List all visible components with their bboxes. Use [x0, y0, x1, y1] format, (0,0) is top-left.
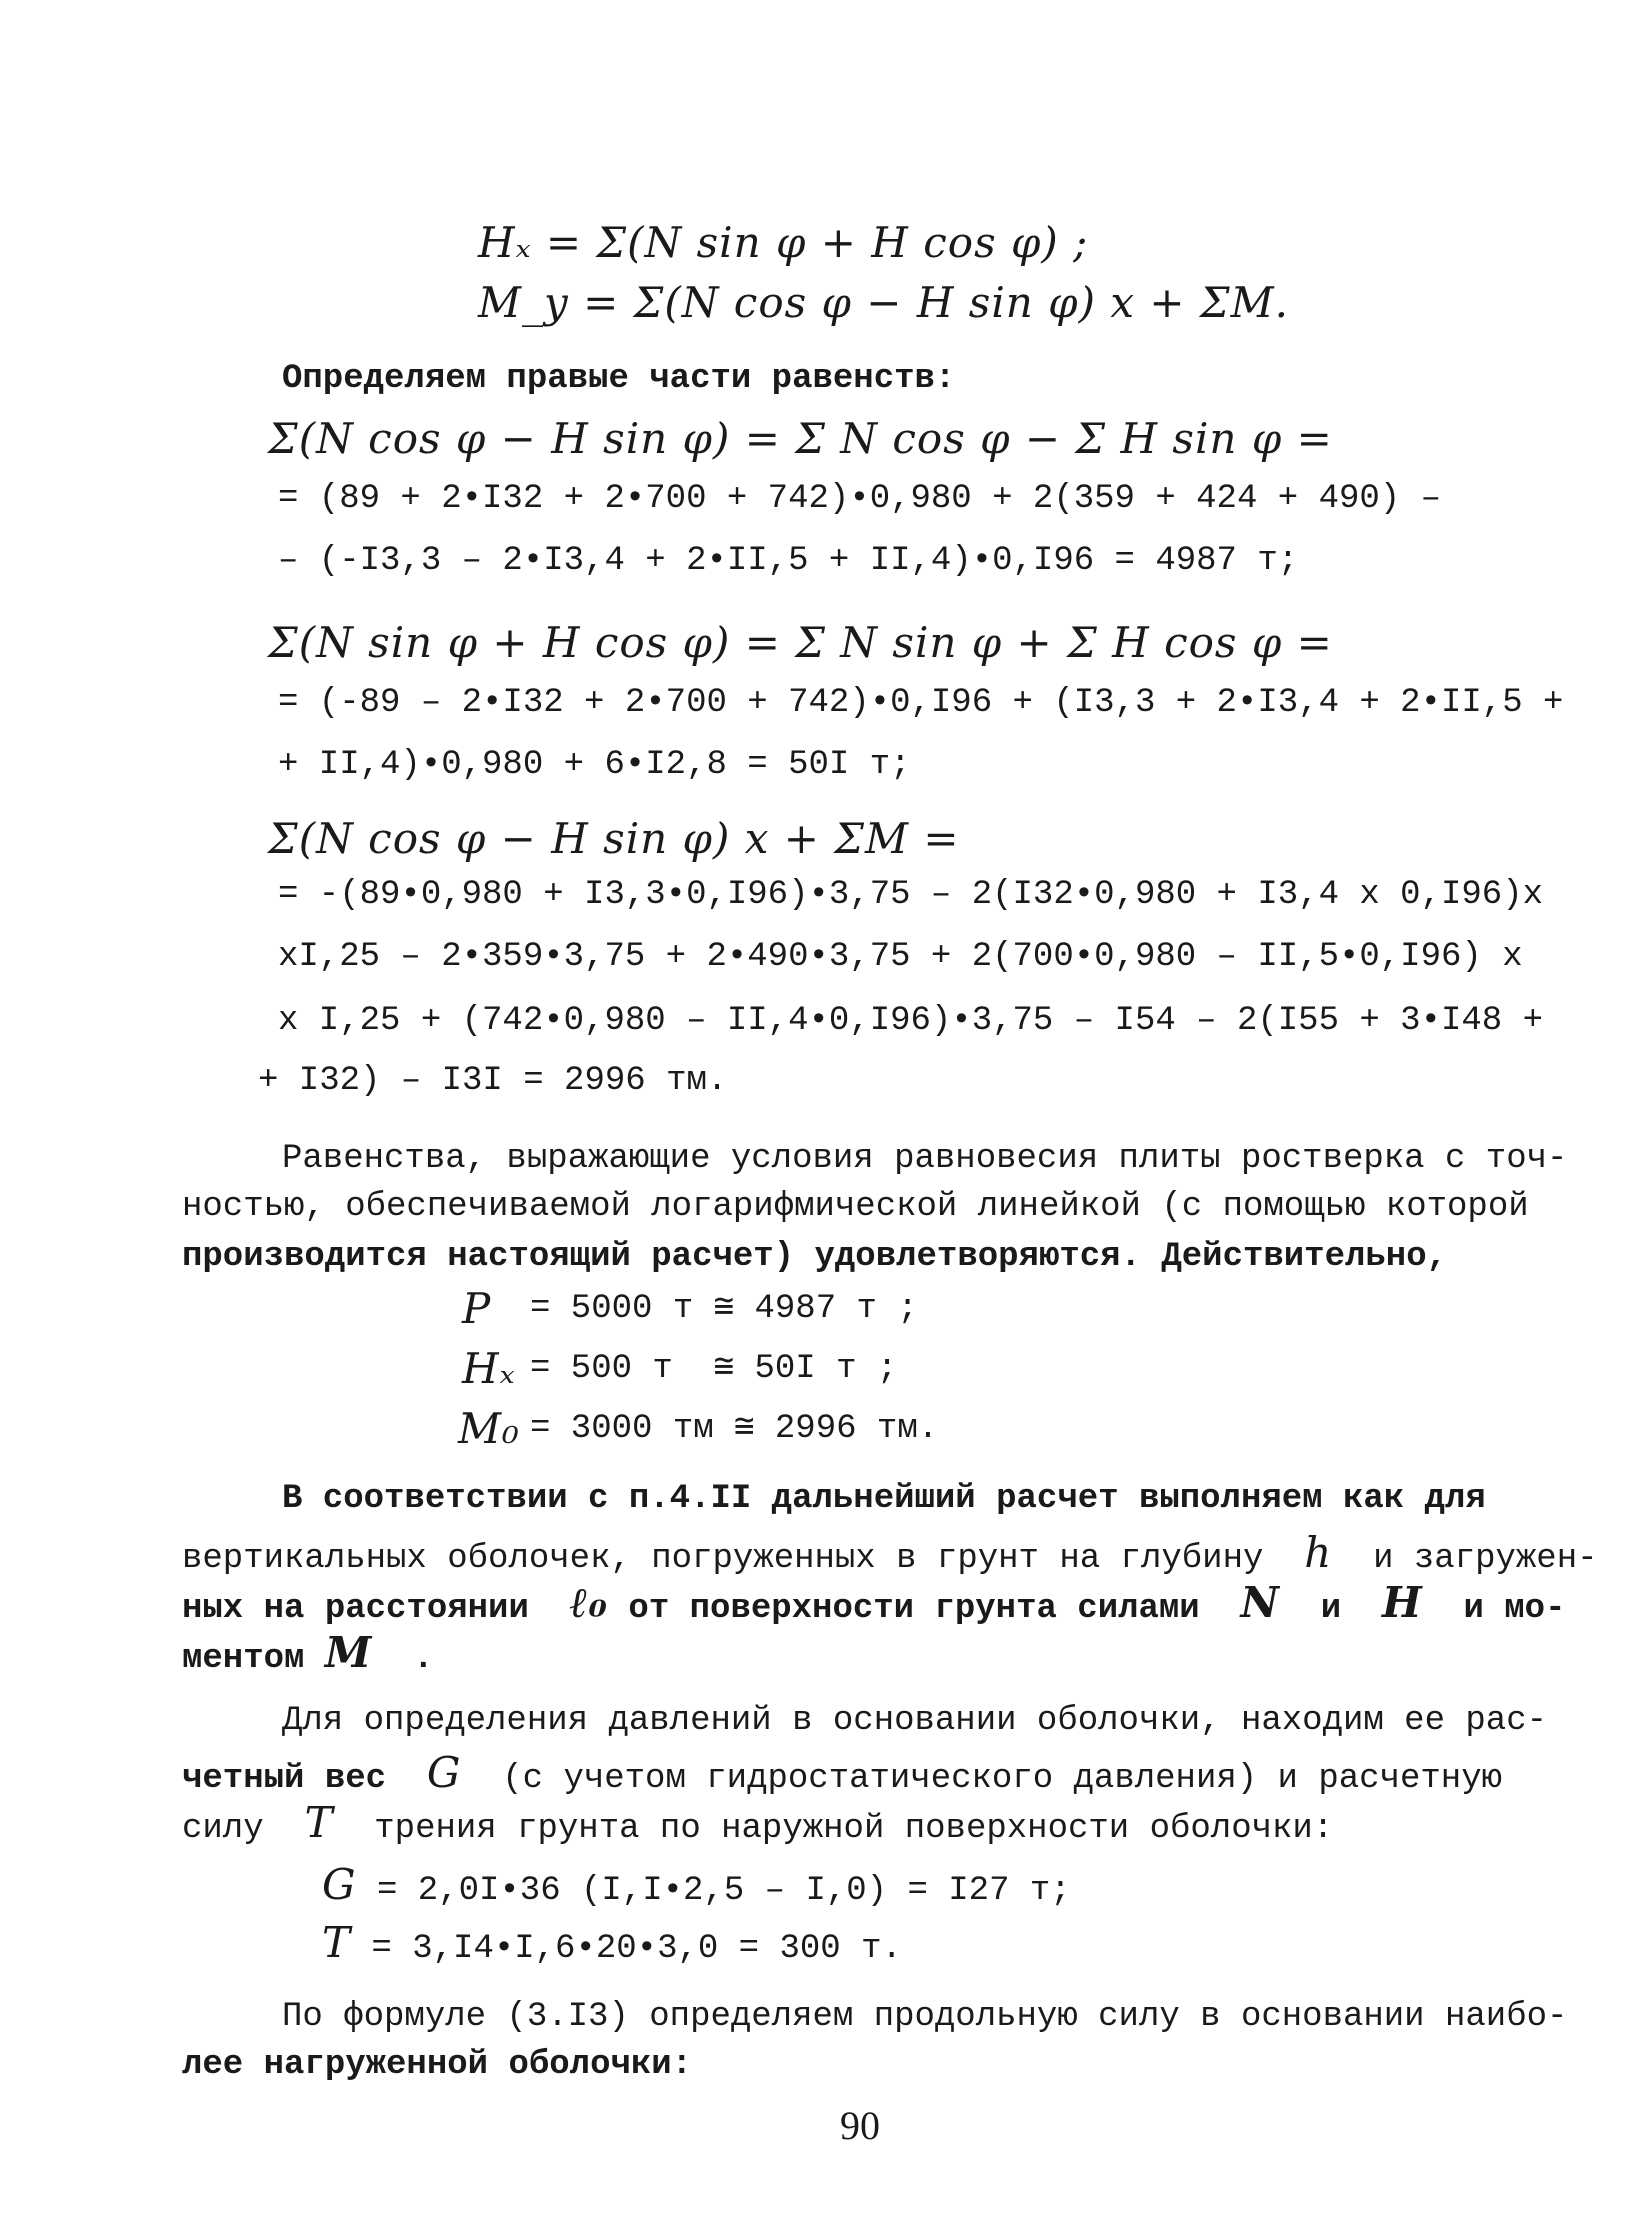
symbol-m: M [324, 1628, 373, 1677]
calc1-line2: – (-I3,3 – 2•I3,4 + 2•II,5 + II,4)•0,I96 = 4987 т; [278, 542, 1299, 580]
calc3-line4: + I32) – I3I = 2996 тм. [258, 1062, 728, 1100]
symbol-hh: H [1381, 1578, 1423, 1627]
check-m-symbol: M₀ [458, 1404, 520, 1453]
calc3-line2: xI,25 – 2•359•3,75 + 2•490•3,75 + 2(700•0,980 – II,5•0,I96) x [278, 938, 1523, 976]
paragraph3-line2b: (с учетом гидростатического давления) и расчетную [502, 1760, 1502, 1798]
intro-text: Определяем правые части равенств: [282, 360, 956, 398]
formula-g [322, 1860, 1071, 1910]
check-m-value: = 3000 тм ≅ 2996 тм. [530, 1410, 939, 1448]
formula-g-value: = 2,0I•36 (I,I•2,5 – I,0) = I27 т; [376, 1872, 1071, 1910]
paragraph3-line1: Для определения давлений в основании оболочки, находим ее рас- [282, 1702, 1548, 1740]
page-number: 90 [840, 2103, 880, 2148]
paragraph4-line2: лее нагруженной оболочки: [182, 2046, 693, 2084]
calc2-line1: = (-89 – 2•I32 + 2•700 + 742)•0,I96 + (I3,3 + 2•I3,4 + 2•II,5 + [278, 684, 1564, 722]
paragraph3-line3b: трения грунта по наружной поверхности оболочки: [374, 1810, 1334, 1848]
paragraph3-line2a: четный вес [182, 1760, 387, 1798]
paragraph2-and: и [1320, 1590, 1342, 1628]
paragraph2-line4b: . [413, 1640, 434, 1678]
paragraph2-line3b: от поверхности грунта силами [628, 1590, 1200, 1628]
calc2-lhs: Σ(N sin φ + H cos φ) = Σ N sin φ + Σ H cos φ = [268, 618, 1333, 667]
symbol-l0: ℓ₀ [569, 1578, 609, 1627]
symbol-g: G [426, 1748, 462, 1797]
paragraph1-line1: Равенства, выражающие условия равновесия плиты ростверка с точ- [282, 1140, 1568, 1178]
check-h-symbol: Hₓ [462, 1344, 516, 1393]
paragraph2-line3a: ных на расстоянии [182, 1590, 529, 1628]
paragraph2-line4a: ментом [182, 1640, 305, 1678]
paragraph1-line3: производится настоящий расчет) удовлетворяются. Действительно, [182, 1238, 1448, 1276]
formula-t-symbol: T [322, 1918, 352, 1967]
paragraph3-line2 [182, 1748, 1502, 1798]
calc1-lhs: Σ(N cos φ − H sin φ) = Σ N cos φ − Σ H sin φ = [268, 414, 1333, 463]
paragraph2-line4 [182, 1628, 434, 1678]
check-p-symbol: P [462, 1284, 492, 1333]
paragraph2-line2 [182, 1528, 1598, 1578]
paragraph4-line1: По формуле (3.I3) определяем продольную силу в основании наибо- [282, 1998, 1568, 2036]
symbol-h: h [1304, 1528, 1333, 1577]
formula-hx: Hₓ = Σ(N sin φ + H cos φ) ; [478, 218, 1089, 267]
paragraph2-line1: В соответствии с п.4.II дальнейший расчет выполняем как для [282, 1480, 1486, 1518]
calc2-line2: + II,4)•0,980 + 6•I2,8 = 50I т; [278, 746, 911, 784]
symbol-n: N [1240, 1578, 1280, 1627]
paragraph2-line3 [182, 1578, 1566, 1628]
formula-g-symbol: G [322, 1860, 357, 1909]
paragraph1-line2: ностью, обеспечиваемой логарифмической линейкой (с помощью которой [182, 1188, 1529, 1226]
formula-t-value: = 3,I4•I,6•20•3,0 = 300 т. [371, 1930, 902, 1968]
check-h-value: = 500 т ≅ 50I т ; [530, 1350, 898, 1388]
check-p-value: = 5000 т ≅ 4987 т ; [530, 1290, 918, 1328]
calc1-line1: = (89 + 2•I32 + 2•700 + 742)•0,980 + 2(359 + 424 + 490) – [278, 480, 1441, 518]
symbol-t: T [304, 1798, 334, 1847]
calc3-line1: = -(89•0,980 + I3,3•0,I96)•3,75 – 2(I32•0,980 + I3,4 x 0,I96)x [278, 876, 1544, 914]
paragraph3-line3 [182, 1798, 1334, 1848]
calc3-line3: x I,25 + (742•0,980 – II,4•0,I96)•3,75 – I54 – 2(I55 + 3•I48 + [278, 1002, 1544, 1040]
paragraph2-line2b: и загружен- [1373, 1540, 1598, 1578]
paragraph2-line3c: и мо- [1463, 1590, 1566, 1628]
calc3-lhs: Σ(N cos φ − H sin φ) x + ΣM = [268, 814, 960, 863]
formula-my: M_y = Σ(N cos φ − H sin φ) x + ΣM. [478, 278, 1289, 327]
paragraph3-line3a: силу [182, 1810, 264, 1848]
formula-t [322, 1918, 902, 1968]
paragraph2-line2a: вертикальных оболочек, погруженных в грунт на глубину [182, 1540, 1264, 1578]
